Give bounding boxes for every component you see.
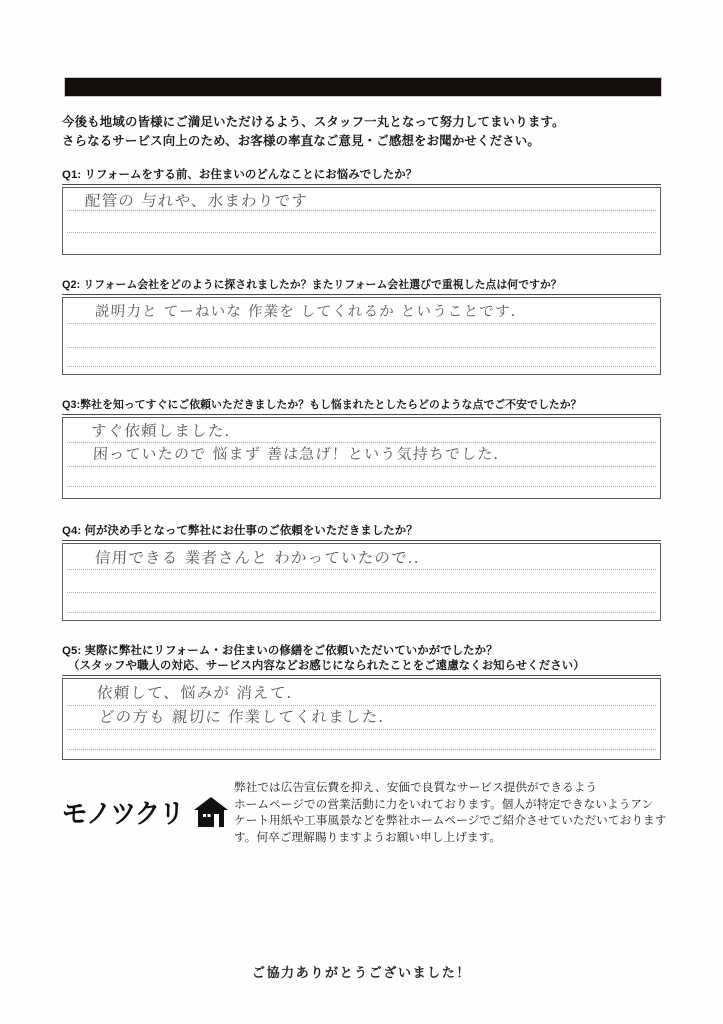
house-icon bbox=[194, 797, 228, 827]
answer-box-q4[interactable] bbox=[62, 543, 661, 621]
company-logo bbox=[62, 780, 234, 831]
disclaimer-line-4: す。何卒ご理解賜りますようお願い申し上げます。 bbox=[234, 830, 502, 844]
answer-box-q1[interactable] bbox=[62, 187, 661, 255]
answer-box-q5[interactable] bbox=[62, 678, 661, 760]
disclaimer-text bbox=[234, 780, 674, 846]
thanks-message: ご協力ありがとうございました！ bbox=[251, 965, 471, 980]
handwriting-q3-line-2: 困っていたので 悩まず 善は急げ！という気持ちでした. bbox=[92, 445, 501, 463]
handwriting-q3-line-1: すぐ依頼しました. bbox=[90, 422, 232, 440]
handwriting-q5-line-2: どの方も 親切に 作業してくれました. bbox=[98, 708, 386, 726]
answer-box-q3[interactable] bbox=[62, 417, 661, 499]
handwriting-q4-line-1: 信用できる 業者さんと わかっていたので.. bbox=[94, 549, 421, 567]
disclaimer-line-3: ケート用紙や工事風景などを弊社ホームページでご紹介させていただいております bbox=[234, 814, 667, 828]
handwriting-q1-line-1: 配管の 与れや、水まわりです bbox=[84, 192, 309, 210]
question-block-q2 bbox=[62, 278, 661, 375]
question-label-q5-main: Q5: 実際に弊社にリフォーム・お住まいの修繕をご依頼いただいていかがでしたか？ bbox=[62, 645, 498, 657]
question-label-q1: Q1: リフォームをする前、お住まいのどんなことにお悩みでしたか？ bbox=[62, 168, 661, 185]
question-label-q4: Q4: 何が決め手となって弊社にお仕事のご依頼をいただきましたか？ bbox=[62, 524, 661, 541]
question-label-q5-sub: （スタッフや職人の対応、サービス内容などお感じになられたことをご遠慮なくお知らせください） bbox=[68, 660, 585, 672]
answer-box-q2[interactable] bbox=[62, 297, 661, 375]
handwriting-q2-line-1: 説明力と てーねいな 作業を してくれるか ということです. bbox=[94, 304, 517, 320]
question-block-q1 bbox=[62, 168, 661, 255]
intro-line-1: 今後も地域の皆様にご満足いただけるよう、スタッフ一丸となって努力してまいります。 bbox=[62, 115, 565, 129]
question-block-q4 bbox=[62, 524, 661, 621]
footer bbox=[62, 780, 674, 846]
intro-paragraph bbox=[62, 113, 672, 150]
company-logo-text: モノツクリ bbox=[62, 799, 184, 830]
intro-line-2: さらなるサービス向上のため、お客様の率直なご意見・ご感想をお聞かせください。 bbox=[62, 133, 540, 148]
disclaimer-line-1: 弊社では広告宣伝費を抑え、安価で良質なサービス提供ができるよう bbox=[234, 781, 598, 794]
handwriting-q5-line-1: 依頼して、悩みが 消えて. bbox=[96, 684, 294, 702]
question-label-q2: Q2: リフォーム会社をどのように探されましたか？またリフォーム会社選びで重視した点は何ですか？ bbox=[62, 278, 661, 295]
question-block-q5 bbox=[62, 644, 661, 760]
disclaimer-line-2: ホームページでの営業活動に力をいれております。個人が特定できないようアン bbox=[234, 797, 654, 811]
question-label-q3: Q3:弊社を知ってすぐにご依頼いただきましたか？もし悩まれたとしたらどのような点でご不安でしたか？ bbox=[62, 398, 661, 415]
question-label-q5 bbox=[62, 644, 661, 676]
header-black-bar bbox=[65, 78, 661, 96]
question-block-q3 bbox=[62, 398, 661, 499]
